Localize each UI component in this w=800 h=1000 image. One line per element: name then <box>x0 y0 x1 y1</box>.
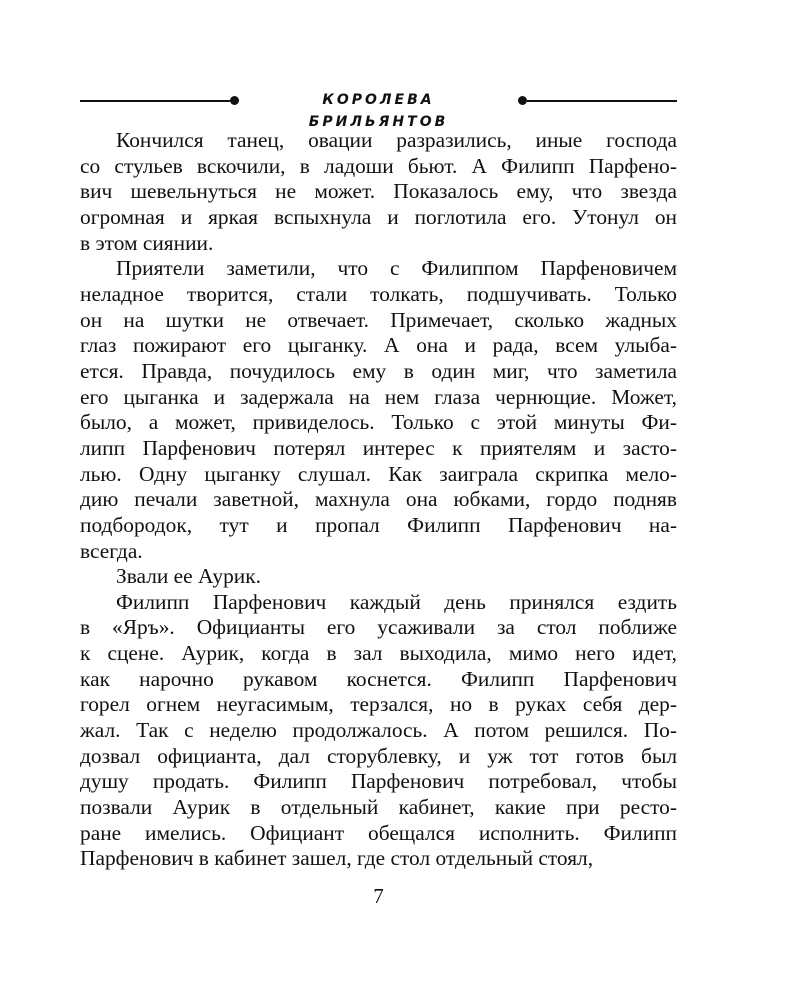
text-line: Филипп Парфенович каждый день принялся ездить <box>116 589 677 614</box>
header-bullet-right <box>518 96 527 105</box>
text-line: Приятели заметили, что с Филиппом Парфеновичем <box>116 256 677 281</box>
text-line: душу продать. Филипп Парфенович потребовал, чтобы <box>80 769 677 794</box>
header-rule-left <box>80 100 230 102</box>
text-line: ется. Правда, почудилось ему в один миг, что заметила <box>80 358 677 383</box>
text-line: Кончился танец, овации разразились, иные господа <box>116 128 677 152</box>
running-header <box>80 86 677 130</box>
text-line: вич шевельнуться не может. Показалось ему, что звезда <box>80 179 677 204</box>
text-line: дозвал официанта, дал сторублевку, и уж тот готов был <box>80 743 677 768</box>
text-line: в «Яръ». Официанты его усаживали за стол поближе <box>80 615 677 640</box>
text-line: его цыганка и задержала на нем глаза чернющие. Может, <box>80 384 677 409</box>
header-bullet-left <box>230 96 239 105</box>
text-line: всегда. <box>80 538 143 563</box>
paragraph <box>80 128 677 256</box>
body-text <box>80 128 677 872</box>
text-line: он на шутки не отвечает. Примечает, сколько жадных <box>80 307 677 332</box>
text-line: Парфенович в кабинет зашел, где стол отдельный стоял, <box>80 846 594 871</box>
text-line: позвали Аурик в отдельный кабинет, какие при ресто- <box>80 795 677 820</box>
paragraph <box>80 590 677 872</box>
text-line: глаз пожирают его цыганку. А она и рада, всем улыба- <box>80 333 677 358</box>
text-line: было, а может, привиделось. Только с этой минуты Фи- <box>80 410 677 435</box>
text-line: подбородок, тут и пропал Филипп Парфенович на- <box>80 512 677 537</box>
text-line: огромная и яркая вспыхнула и поглотила его. Утонул он <box>80 204 677 229</box>
text-line: дию печали заветной, махнула она юбками, гордо подняв <box>80 487 677 512</box>
text-line: Звали ее Аурик. <box>116 564 261 589</box>
page-number: 7 <box>373 884 384 908</box>
text-line: ране имелись. Официант обещался исполнить. Филипп <box>80 820 677 845</box>
running-title: КОРОЛЕВА БРИЛЬЯНТОВ <box>308 92 449 130</box>
text-line: как нарочно рукавом коснется. Филипп Парфенович <box>80 666 677 691</box>
text-line: в этом сиянии. <box>80 230 214 255</box>
text-line: к сцене. Аурик, когда в зал выходила, мимо него идет, <box>80 641 677 666</box>
text-line: лью. Одну цыганку слушал. Как заиграла скрипка мело- <box>80 461 677 486</box>
text-line: жал. Так с неделю продолжалось. А потом решился. По- <box>80 718 677 743</box>
text-line: неладное творится, стали толкать, подшучивать. Только <box>80 281 677 306</box>
text-line: со стульев вскочили, в ладоши бьют. А Филипп Парфено- <box>80 153 677 178</box>
text-line: липп Парфенович потерял интерес к приятелям и засто- <box>80 435 677 460</box>
text-line: горел огнем неугасимым, терзался, но в руках себя дер- <box>80 692 677 717</box>
paragraph <box>80 256 677 564</box>
header-rule-right <box>527 100 677 102</box>
paragraph <box>80 564 677 590</box>
